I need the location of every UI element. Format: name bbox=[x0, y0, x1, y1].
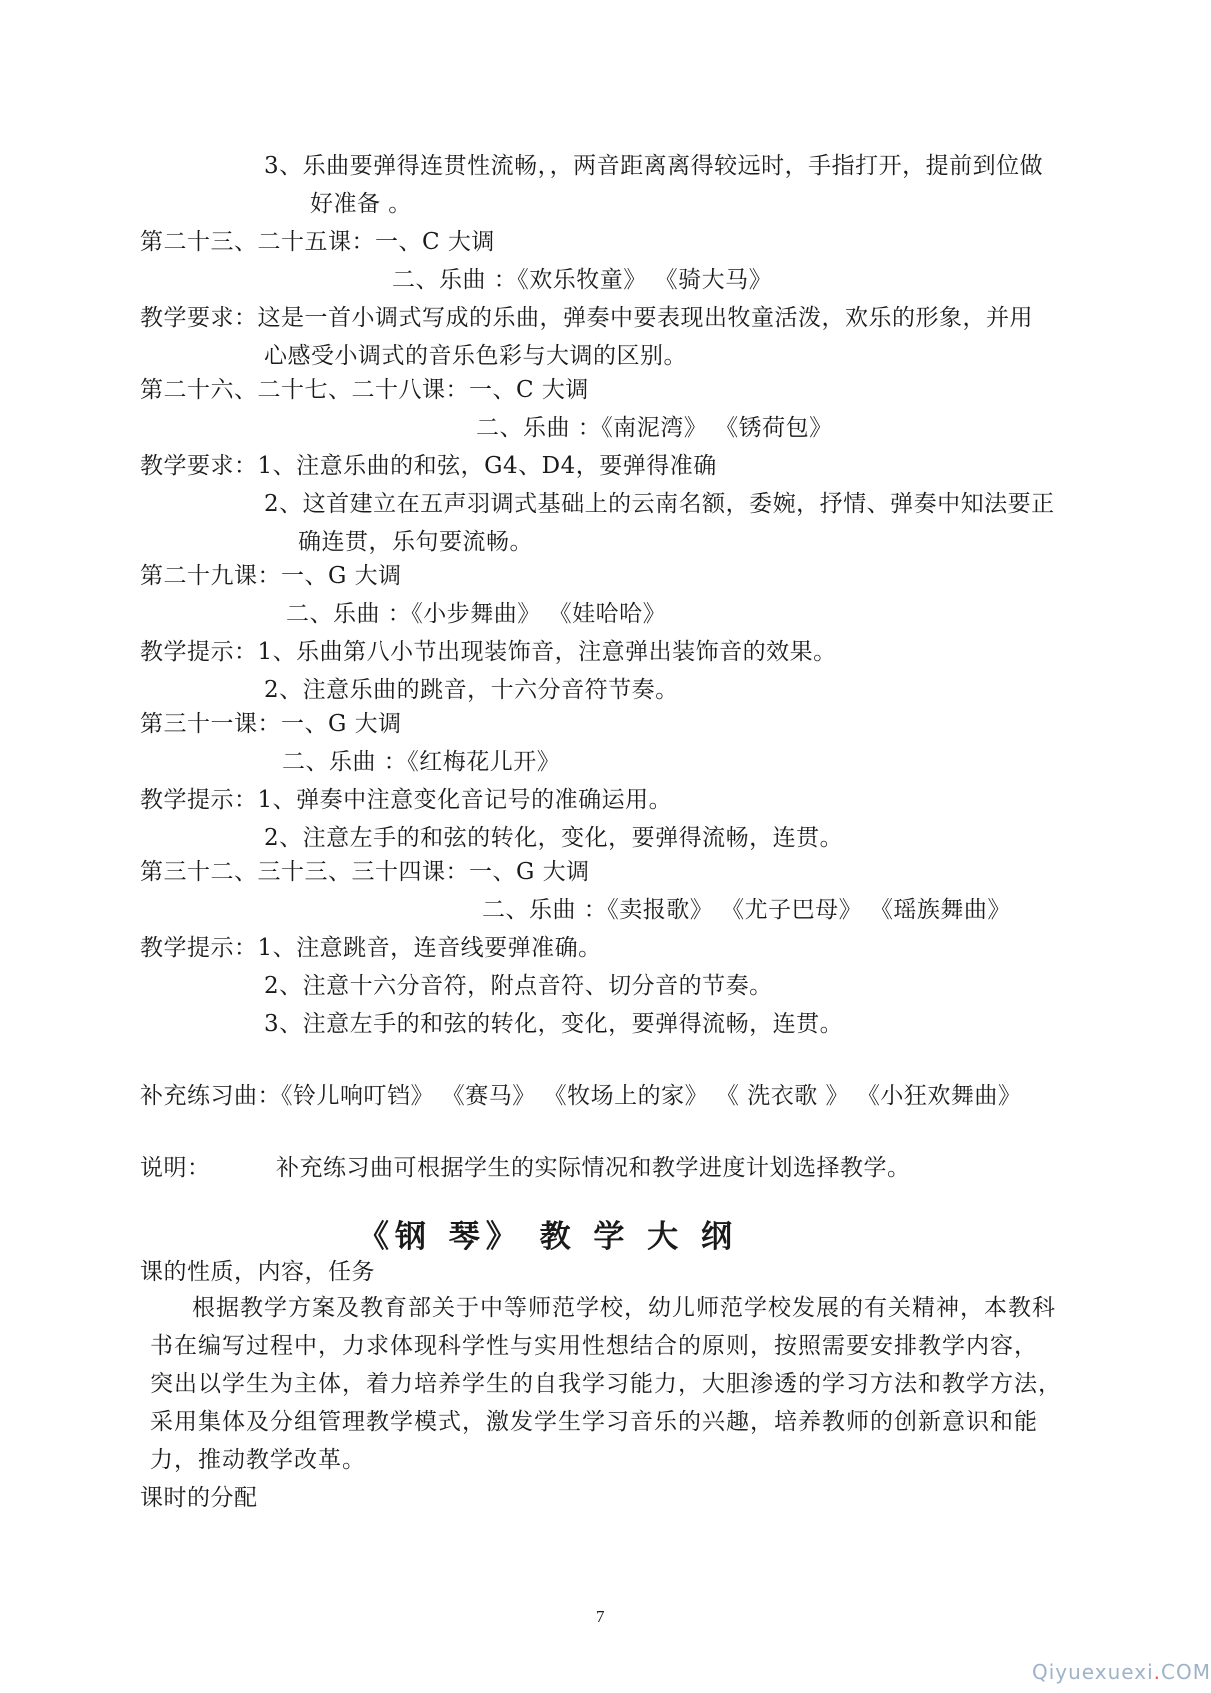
note-label: 说明： bbox=[140, 1155, 211, 1181]
paragraph-line: 突出以学生为主体，着力培养学生的自我学习能力，大胆渗透的学习方法和教学方法， bbox=[150, 1371, 1062, 1397]
lesson-heading: 第三十一课：一、G 大调 bbox=[140, 711, 402, 737]
lesson-pieces: 二、乐曲 ：《欢乐牧童》 《骑大马》 bbox=[392, 267, 773, 293]
paragraph-line: 力，推动教学改革。 bbox=[150, 1447, 366, 1473]
text-line: 2、注意十六分音符，附点音符、切分音的节奏。 bbox=[264, 973, 773, 999]
section-heading: 课的性质，内容，任务 bbox=[140, 1259, 375, 1285]
text-line: 2、注意乐曲的跳音，十六分音符节奏。 bbox=[264, 677, 679, 703]
text-line: 3、乐曲要弹得连贯性流畅，，两音距离离得较远时，手指打开，提前到位做 bbox=[264, 153, 1044, 179]
supplementary-etudes: 补充练习曲：《铃儿响叮铛》 《赛马》 《牧场上的家》 《 洗衣歌 》 《小狂欢舞曲》 bbox=[140, 1083, 1022, 1109]
page-number: 7 bbox=[596, 1607, 605, 1626]
teaching-tip: 教学提示：1、弹奏中注意变化音记号的准确运用。 bbox=[140, 787, 673, 813]
lesson-pieces: 二、乐曲 ：《小步舞曲》 《娃哈哈》 bbox=[286, 601, 667, 627]
paragraph-line: 书在编写过程中，力求体现科学性与实用性想结合的原则，按照需要安排教学内容， bbox=[150, 1333, 1038, 1359]
text-line: 2、这首建立在五声羽调式基础上的云南名额，委婉，抒情、弹奏中知法要正 bbox=[264, 491, 1055, 517]
watermark-suffix: COM bbox=[1160, 1660, 1211, 1684]
lesson-heading: 第二十六、二十七、二十八课：一、C 大调 bbox=[140, 377, 589, 403]
paragraph-line: 根据教学方案及教育部关于中等师范学校，幼儿师范学校发展的有关精神，本教科 bbox=[192, 1295, 1056, 1321]
lesson-heading: 第二十九课：一、G 大调 bbox=[140, 563, 402, 589]
paragraph-line: 采用集体及分组管理教学模式，激发学生学习音乐的兴趣，培养教师的创新意识和能 bbox=[150, 1409, 1038, 1435]
teaching-requirement: 教学要求：这是一首小调式写成的乐曲，弹奏中要表现出牧童活泼，欢乐的形象，并用 bbox=[140, 305, 1033, 331]
lesson-heading: 第二十三、二十五课：一、C 大调 bbox=[140, 229, 495, 255]
teaching-tip: 教学提示：1、乐曲第八小节出现装饰音，注意弹出装饰音的效果。 bbox=[140, 639, 837, 665]
note-text: 补充练习曲可根据学生的实际情况和教学进度计划选择教学。 bbox=[276, 1155, 911, 1181]
section-title: 《钢 琴》 教 学 大 纲 bbox=[358, 1219, 738, 1255]
site-watermark bbox=[1032, 1660, 1211, 1684]
lesson-pieces: 二、乐曲 ：《红梅花儿开》 bbox=[282, 749, 561, 775]
watermark-prefix: Qiyuexuexi bbox=[1032, 1660, 1154, 1684]
text-line: 心感受小调式的音乐色彩与大调的区别。 bbox=[264, 343, 687, 369]
lesson-heading: 第三十二、三十三、三十四课：一、G 大调 bbox=[140, 859, 590, 885]
text-line: 2、注意左手的和弦的转化，变化，要弹得流畅，连贯。 bbox=[264, 825, 844, 851]
text-line: 3、注意左手的和弦的转化，变化，要弹得流畅，连贯。 bbox=[264, 1011, 844, 1037]
text-line: 确连贯，乐句要流畅。 bbox=[298, 529, 533, 555]
section-heading: 课时的分配 bbox=[140, 1485, 258, 1511]
lesson-pieces: 二、乐曲 ：《南泥湾》 《锈荷包》 bbox=[476, 415, 833, 441]
watermark-dot: . bbox=[1153, 1660, 1161, 1684]
teaching-requirement: 教学要求：1、注意乐曲的和弦，G4、D4，要弹得准确 bbox=[140, 453, 717, 479]
teaching-tip: 教学提示：1、注意跳音，连音线要弹准确。 bbox=[140, 935, 602, 961]
lesson-pieces: 二、乐曲 ：《卖报歌》 《尤子巴母》 《瑶族舞曲》 bbox=[482, 897, 1011, 923]
text-line: 好准备 。 bbox=[310, 191, 412, 217]
